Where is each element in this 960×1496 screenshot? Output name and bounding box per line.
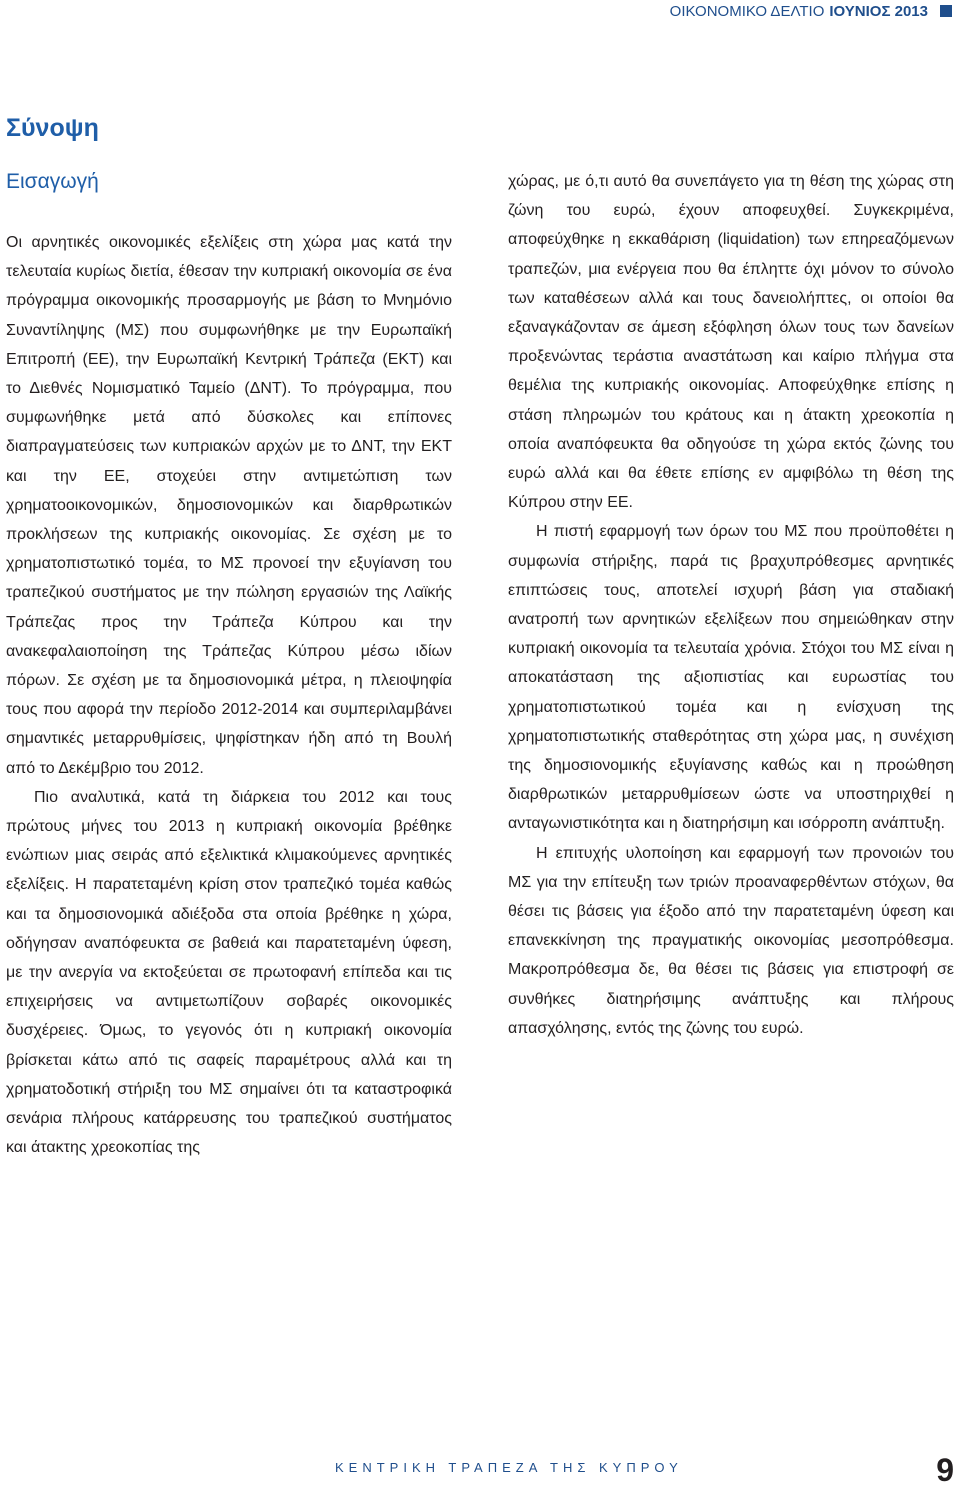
page-number: 9 [936,1452,954,1488]
paragraph: Η επιτυχής υλοποίηση και εφαρμογή των προνοιών του ΜΣ για την επίτευξη των τριών προαναφερθέντων στόχων, θα θέσει τις βάσεις για έξοδο από την παρατεταμένη ύφεση και επανεκκίνηση της πραγματικής οικονομίας μεσοπρόθεσμα. Μακροπρόθεσμα δε, θα θέσει τις βάσεις για επιστροφή σε συνθήκες διατηρήσιμης ανάπτυξης και πλήρους απασχόλησης, εντός της ζώνης του ευρώ. [508,844,954,1037]
paragraph: Πιο αναλυτικά, κατά τη διάρκεια του 2012 και τους πρώτους μήνες του 2013 η κυπριακή οικονομία βρέθηκε ενώπιων μιας σειράς από εξελικτικά κλιμακούμενες αρνητικές εξελίξεις. Η παρατεταμένη κρίση στον τραπεζικό τομέα καθώς και τα δημοσιονομικά αδιέξοδα στα οποία βρέθηκε η χώρα, οδήγησαν αναπόφευκτα σε βαθειά και παρατεταμένη ύφεση, με την ανεργία να εκτοξεύεται σε πρωτοφανή επίπεδα και τις επιχειρήσεις να αντιμετωπίζουν σοβαρές οικονομικές δυσχέρειες. Όμως, το γεγονός ότι η κυπριακή οικονομία βρίσκεται κάτω από τις σαφείς παραμέτρους αλλά και τη χρηματοδοτική στήριξη του ΜΣ σημαίνει ότι τα καταστροφικά σενάρια πλήρους κατάρρευσης του τραπεζικού συστήματος και άτακτης χρεοκοπίας της [6,788,452,1157]
subsection-title: Εισαγωγή [6,170,99,193]
paragraph: Οι αρνητικές οικονομικές εξελίξεις στη χώρα μας κατά την τελευταία κυρίως διετία, έθεσαν την κυπριακή οικονομία σε ένα πρόγραμμα οικονομικής προσαρμογής με βάση το Μνημόνιο Συναντίληψης (ΜΣ) που συμφωνήθηκε με την Ευρωπαϊκή Επιτροπή (ΕΕ), την Ευρωπαϊκή Κεντρική Τράπεζα (ΕΚΤ) και το Διεθνές Νομισματικό Ταμείο (ΔΝΤ). Το πρόγραμμα, που συμφωνήθηκε μετά από δύσκολες και επίπονες διαπραγματεύσεις των κυπριακών αρχών με το ΔΝΤ, την ΕΚΤ και την ΕΕ, στοχεύει στην αντιμετώπιση των χρηματοοικονομικών, δημοσιονομικών και διαρθρωτικών προκλήσεων της κυπριακής οικονομίας. Σε σχέση με το χρηματοπιστωτικό τομέα, το ΜΣ προνοεί την εξυγίανση του τραπεζικού συστήματος με την πώληση εργασιών της Λαϊκής Τράπεζας προς την Τράπεζα Κύπρου και την ανακεφαλαιοποίηση της Τράπεζας Κύπρου μέσω ιδίων πόρων. Σε σχέση με τα δημοσιονομικά μέτρα, η πλειοψηφία τους που αφορά την περίοδο 2012-2014 και συμπεριλαμβάνει σημαντικές μεταρρυθμίσεις, ψηφίστηκαν ήδη από τη Βουλή από το Δεκέμβριο του 2012. [6,234,452,777]
paragraph: Η πιστή εφαρμογή των όρων του ΜΣ που προϋποθέτει η συμφωνία στήριξης, παρά τις βραχυπρόθεσμες αρνητικές επιπτώσεις τους, αποτελεί ισχυρή βάση για σταδιακή ανατροπή των αρνητικών εξελίξεων που σημειώθηκαν στην κυπριακή οικονομία τα τελευταία χρόνια. Στόχοι του ΜΣ είναι η αποκατάσταση της αξιοπιστίας και ευρωστίας του χρηματοπιστωτικού τομέα και η ενίσχυση της χρηματοπιστωτικής σταθερότητας στη χώρα μας, η συνέχιση της δημοσιονομικής εξυγίανσης καθώς και η προώθηση διαρθρωτικών μεταρρυθμίσεων ώστε να υποστηριχθεί η ανταγωνιστικότητα και η διατηρήσιμη και ισόρροπη ανάπτυξη. [508,523,954,833]
running-header-issue: ΙΟΥΝΙΟΣ 2013 [829,2,928,20]
left-column [6,228,452,1163]
header-square-icon [940,5,952,17]
running-header-title: ΟΙΚΟΝΟΜΙΚΟ ΔΕΛΤΙΟ [669,2,825,20]
running-header [452,0,952,22]
right-column [508,167,954,1043]
footer-institution: ΚΕΝΤΡΙΚΗ ΤΡΑΠΕΖΑ ΤΗΣ ΚΥΠΡΟΥ [335,1460,683,1475]
paragraph: χώρας, με ό,τι αυτό θα συνεπάγετο για τη θέση της χώρας στη ζώνη του ευρώ, έχουν αποφευχθεί. Συγκεκριμένα, αποφεύχθηκε η εκκαθάριση (liquidation) των επηρεαζόμενων τραπεζών, μια ενέργεια που θα έπληττε όχι μόνον το σύνολο των καταθέσεων αλλά και τους δανειολήπτες, οι οποίοι θα εξαναγκάζονταν σε άμεση εξόφληση όλων τους των δανείων προξενώντας τεράστια αναστάτωση και καίριο πλήγμα στα θεμέλια της κυπριακής οικονομίας. Αποφεύχθηκε επίσης η στάση πληρωμών του κράτους και η άτακτη χρεοκοπία η οποία αναπόφευκτα θα οδηγούσε τη χώρα εκτός ζώνης του ευρώ αλλά και θα έθετε επίσης εν αμφιβόλω τη θέση της Κύπρου στην ΕΕ. [508,173,954,512]
section-title: Σύνοψη [6,114,99,142]
